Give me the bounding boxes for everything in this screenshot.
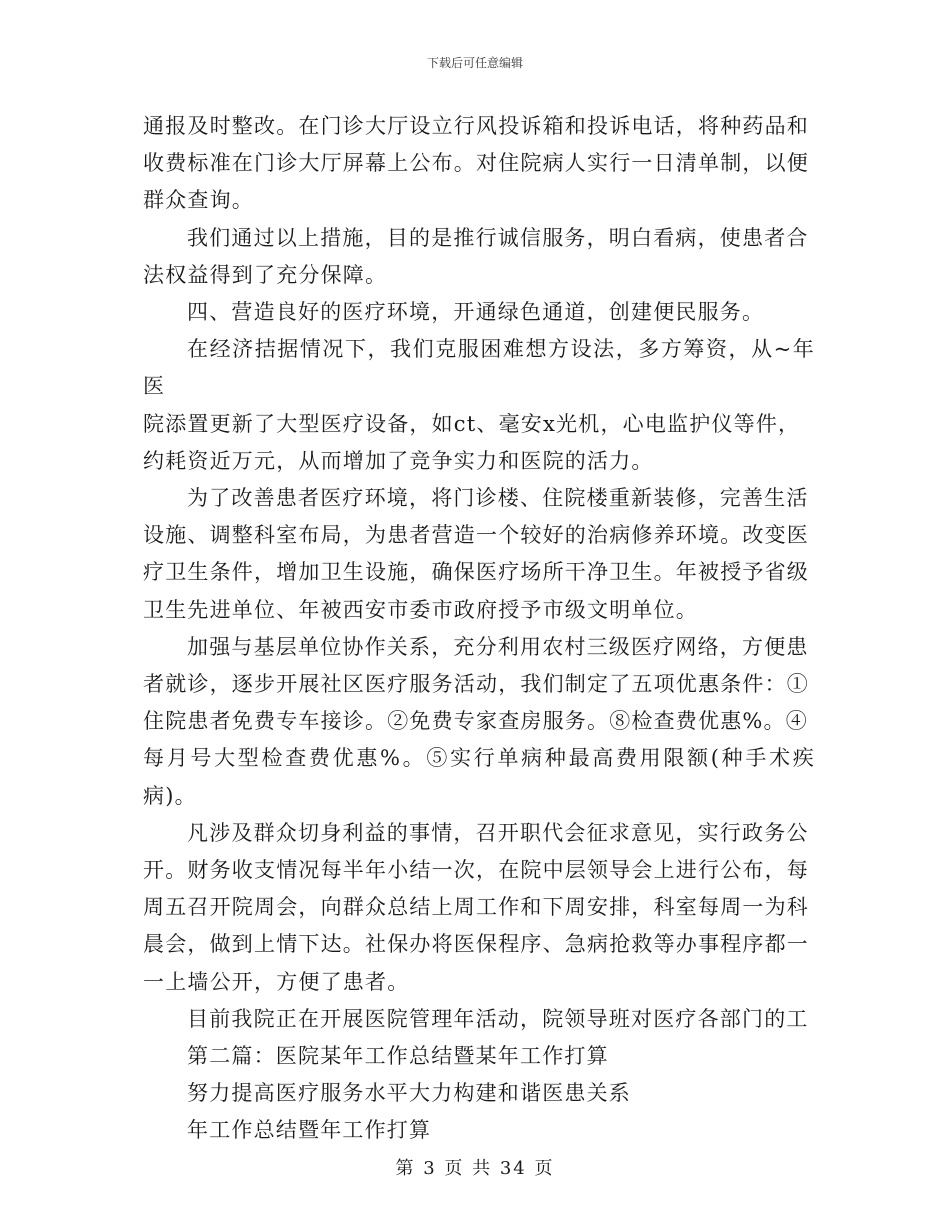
text-line: 约耗资近万元，从而增加了竞争实力和医院的活力。 — [143, 448, 654, 473]
text-line: 第二篇：医院某年工作总结暨某年工作打算 — [187, 1044, 609, 1069]
paragraph — [143, 220, 815, 294]
paragraph — [143, 815, 815, 1001]
text-line: 群众查询。 — [143, 188, 254, 213]
text-line: 凡涉及群众切身利益的事情，召开职代会征求意见，实行政务公 — [187, 820, 809, 845]
paragraph — [143, 294, 815, 331]
text-line: 开。财务收支情况每半年小结一次，在院中层领导会上进行公布，每 — [143, 858, 809, 883]
paragraph — [143, 480, 815, 629]
text-line: 努力提高医疗服务水平大力构建和谐医患关系 — [187, 1081, 631, 1106]
text-line: 为了改善患者医疗环境，将门诊楼、住院楼重新装修，完善生活 — [187, 486, 809, 511]
text-line: 疗卫生条件，增加卫生设施，确保医疗场所干净卫生。年被授予省级 — [143, 560, 809, 585]
text-line: 年工作总结暨年工作打算 — [187, 1118, 432, 1143]
text-line: 加强与基层单位协作关系，充分利用农村三级医疗网络，方便患 — [187, 634, 809, 659]
text-line: 设施、调整科室布局，为患者营造一个较好的治病修养环境。改变医 — [143, 523, 809, 548]
text-line: 收费标准在门诊大厅屏幕上公布。对住院病人实行一日清单制，以便 — [143, 151, 809, 176]
text-line: 我们通过以上措施，目的是推行诚信服务，明白看病，使患者合 — [187, 225, 809, 250]
text-line: 者就诊，逐步开展社区医疗服务活动，我们制定了五项优惠条件：① — [143, 672, 809, 697]
text-line: 每月号大型检查费优惠%。⑤实行单病种最高费用限额(种手术疾病)。 — [143, 746, 815, 808]
paragraph — [143, 331, 815, 480]
text-line: 卫生先进单位、年被西安市委市政府授予市级文明单位。 — [143, 597, 698, 622]
text-line: 目前我院正在开展医院管理年活动，院领导班对医疗各部门的工 — [187, 1006, 809, 1031]
paragraph — [143, 1038, 815, 1075]
paragraph — [143, 108, 815, 220]
text-line: 住院患者免费专车接诊。②免费专家查房服务。⑧检查费优惠%。④ — [143, 709, 808, 734]
text-line: 周五召开院周会，向群众总结上周工作和下周安排，科室每周一为科 — [143, 895, 809, 920]
paragraph — [143, 1112, 815, 1149]
document-body — [143, 108, 815, 1150]
paragraph — [143, 629, 815, 815]
page-number-footer: 第 3 页 共 34 页 — [395, 1158, 555, 1179]
text-line: 院添置更新了大型医疗设备，如ct、毫安x光机，心电监护仪等件， — [143, 411, 801, 436]
text-line: 法权益得到了充分保障。 — [143, 262, 388, 287]
text-line: 四、营造良好的医疗环境，开通绿色通道，创建便民服务。 — [187, 300, 765, 325]
text-line: 一上墙公开，方便了患者。 — [143, 969, 410, 994]
page-header-note: 下载后可任意编辑 — [426, 56, 523, 70]
paragraph — [143, 1075, 815, 1112]
paragraph — [143, 1001, 815, 1038]
text-line: 在经济拮据情况下，我们克服困难想方设法，多方筹资，从~年医 — [143, 337, 815, 399]
text-line: 通报及时整改。在门诊大厅设立行风投诉箱和投诉电话，将种药品和 — [143, 114, 809, 138]
text-line: 晨会，做到上情下达。社保办将医保程序、急病抢救等办事程序都一 — [143, 932, 809, 957]
